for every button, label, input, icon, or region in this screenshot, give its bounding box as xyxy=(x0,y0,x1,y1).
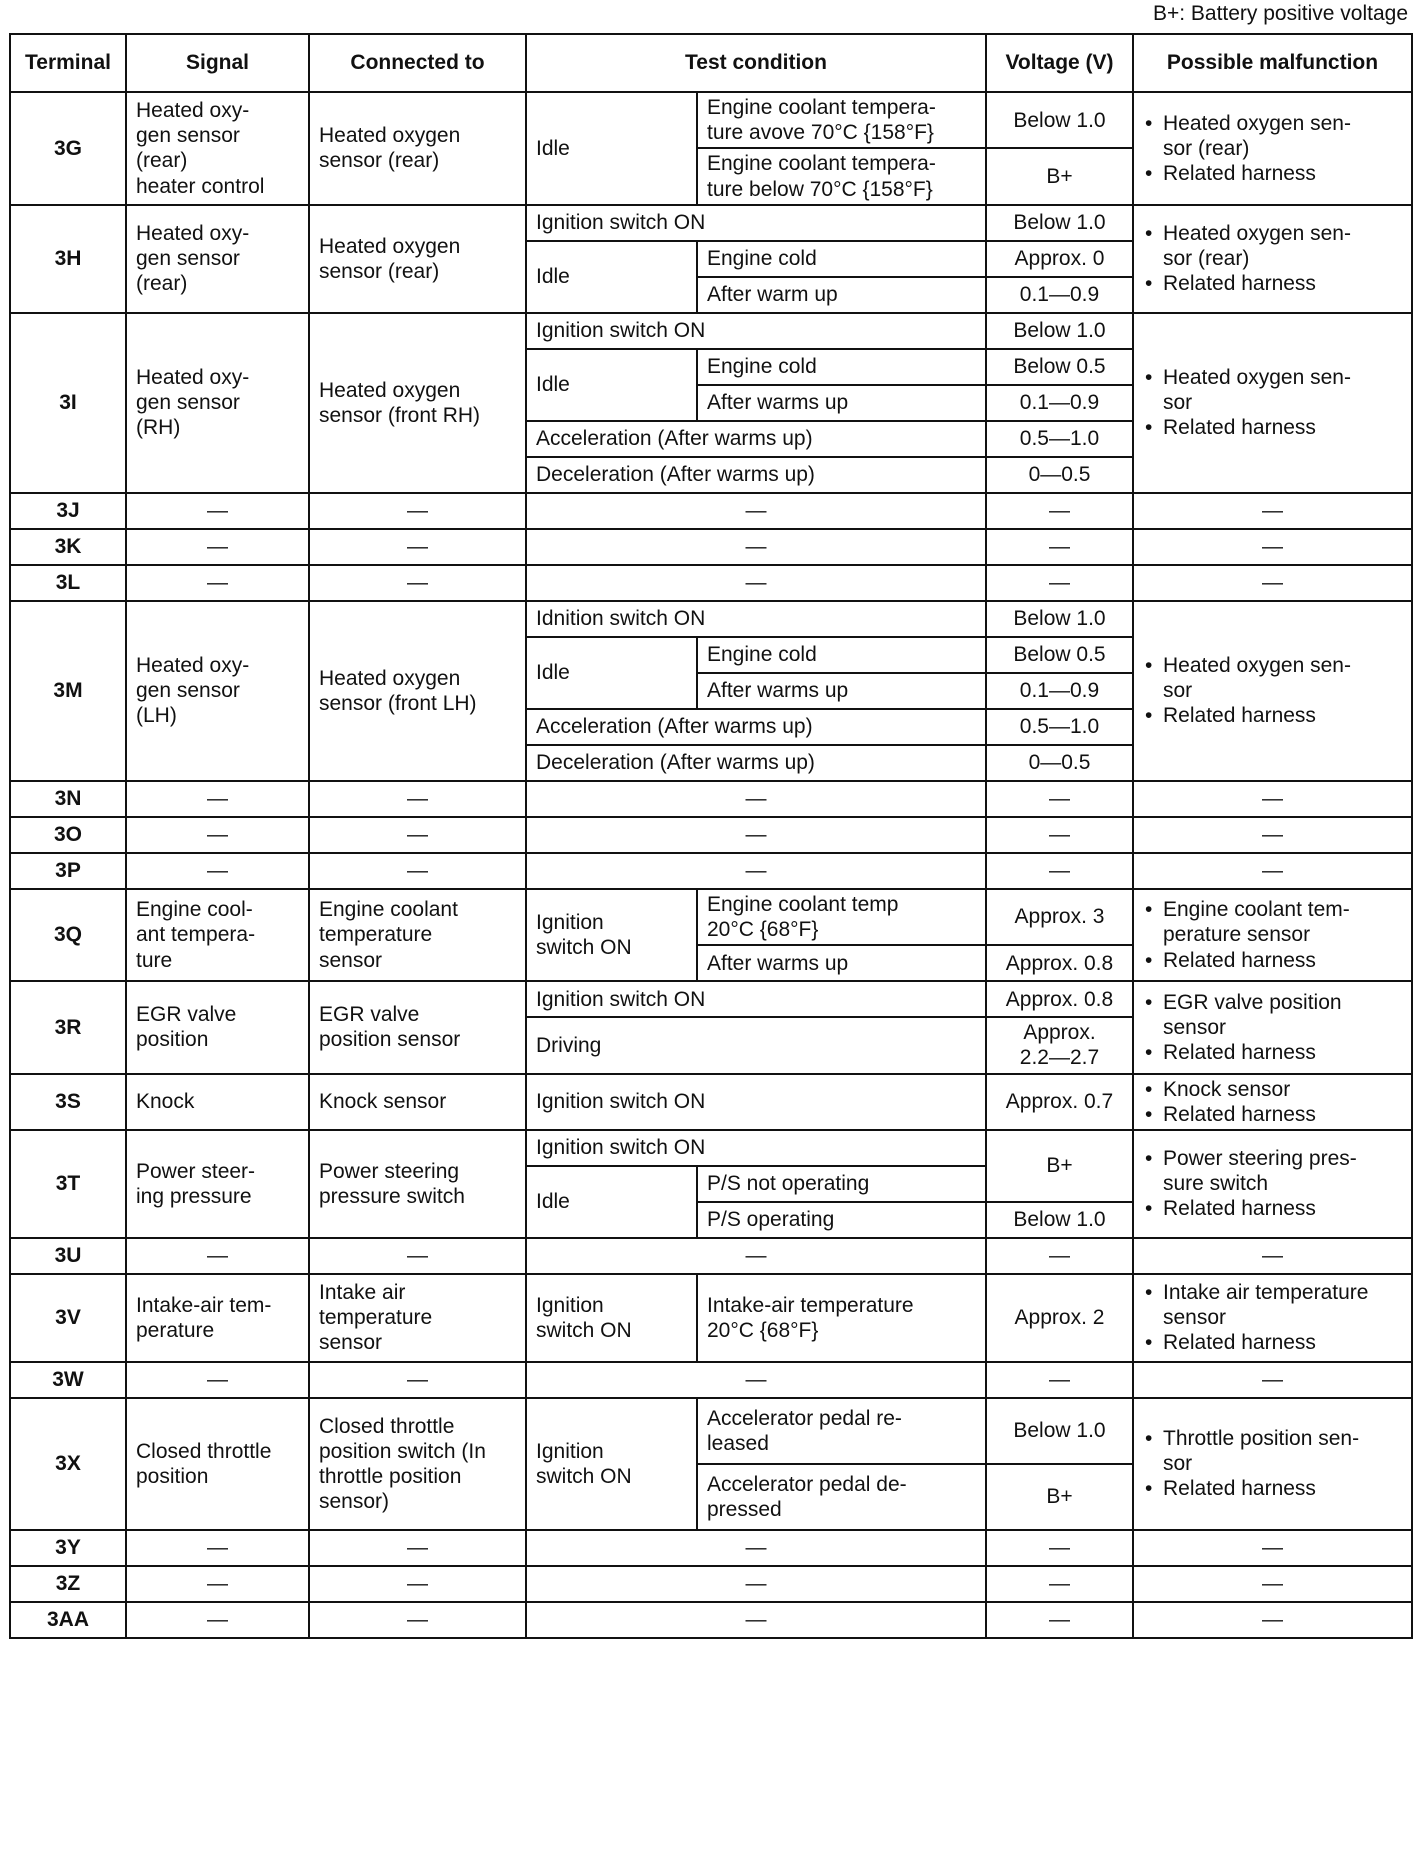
malfunction-cell: — xyxy=(1133,817,1412,853)
malfunction-cell: — xyxy=(1133,565,1412,601)
header-terminal: Terminal xyxy=(10,34,126,92)
test-condition-cell: — xyxy=(526,1362,986,1398)
header-possible-malfunction: Possible malfunction xyxy=(1133,34,1412,92)
signal-cell: Heated oxy- gen sensor (rear) heater control xyxy=(126,92,309,205)
sub-condition-cell: After warms up xyxy=(697,385,986,421)
connected-to-cell: — xyxy=(309,493,526,529)
malfunction-cell: — xyxy=(1133,1566,1412,1602)
voltage-cell: 0.5—1.0 xyxy=(986,709,1133,745)
signal-cell: — xyxy=(126,529,309,565)
header-voltage: Voltage (V) xyxy=(986,34,1133,92)
sub-condition-cell: After warm up xyxy=(697,277,986,313)
table-row xyxy=(10,313,1412,349)
table-row xyxy=(10,817,1412,853)
test-condition-cell: — xyxy=(526,529,986,565)
sub-condition-cell: After warms up xyxy=(697,945,986,981)
malfunction-cell: — xyxy=(1133,1530,1412,1566)
test-condition-cell: Idnition switch ON xyxy=(526,601,986,637)
test-condition-cell: Deceleration (After warms up) xyxy=(526,745,986,781)
terminal-cell: 3V xyxy=(10,1274,126,1362)
voltage-cell: 0.1—0.9 xyxy=(986,673,1133,709)
signal-cell: — xyxy=(126,1566,309,1602)
voltage-cell: — xyxy=(986,1238,1133,1274)
sub-condition-cell: Intake-air temperature 20°C {68°F} xyxy=(697,1274,986,1362)
voltage-cell: Approx. 0.8 xyxy=(986,945,1133,981)
table-row xyxy=(10,781,1412,817)
test-condition-cell: — xyxy=(526,1530,986,1566)
table-row xyxy=(10,1130,1412,1166)
voltage-cell: — xyxy=(986,1602,1133,1638)
test-condition-cell: Idle xyxy=(526,637,697,709)
voltage-cell: Below 0.5 xyxy=(986,349,1133,385)
test-condition-cell: Driving xyxy=(526,1017,986,1073)
header-row xyxy=(10,34,1412,92)
voltage-cell: — xyxy=(986,853,1133,889)
table-row xyxy=(10,1074,1412,1130)
voltage-cell: 0—0.5 xyxy=(986,745,1133,781)
voltage-cell: Below 1.0 xyxy=(986,601,1133,637)
signal-cell: — xyxy=(126,1602,309,1638)
voltage-cell: — xyxy=(986,781,1133,817)
connected-to-cell: — xyxy=(309,1530,526,1566)
terminal-cell: 3I xyxy=(10,313,126,493)
malfunction-item: • Heated oxygen sen- sor xyxy=(1143,653,1402,703)
table-row xyxy=(10,601,1412,637)
sub-condition-cell: Engine coolant temp 20°C {68°F} xyxy=(697,889,986,945)
signal-cell: Knock xyxy=(126,1074,309,1130)
malfunction-item: • Related harness xyxy=(1143,161,1402,186)
terminal-voltage-table xyxy=(9,33,1413,1639)
voltage-cell: — xyxy=(986,1530,1133,1566)
voltage-cell: 0.1—0.9 xyxy=(986,277,1133,313)
connected-to-cell: Heated oxygen sensor (front RH) xyxy=(309,313,526,493)
sub-condition-cell: Engine coolant tempera- ture below 70°C {158°F} xyxy=(697,148,986,204)
terminal-cell: 3N xyxy=(10,781,126,817)
table-row xyxy=(10,1362,1412,1398)
test-condition-cell: Acceleration (After warms up) xyxy=(526,709,986,745)
terminal-cell: 3K xyxy=(10,529,126,565)
malfunction-cell xyxy=(1133,313,1412,493)
test-condition-cell: Idle xyxy=(526,241,697,313)
connected-to-cell: Intake air temperature sensor xyxy=(309,1274,526,1362)
terminal-cell: 3AA xyxy=(10,1602,126,1638)
signal-cell: — xyxy=(126,853,309,889)
test-condition-cell: Ignition switch ON xyxy=(526,889,697,981)
signal-cell: Engine cool- ant tempera- ture xyxy=(126,889,309,981)
test-condition-cell: Acceleration (After warms up) xyxy=(526,421,986,457)
voltage-cell: Approx. 2 xyxy=(986,1274,1133,1362)
signal-cell: — xyxy=(126,1530,309,1566)
voltage-cell: Below 1.0 xyxy=(986,1202,1133,1238)
terminal-cell: 3J xyxy=(10,493,126,529)
sub-condition-cell: Engine cold xyxy=(697,637,986,673)
test-condition-cell: — xyxy=(526,781,986,817)
test-condition-cell: — xyxy=(526,493,986,529)
table-row xyxy=(10,92,1412,148)
terminal-cell: 3O xyxy=(10,817,126,853)
malfunction-cell: — xyxy=(1133,493,1412,529)
test-condition-cell: Ignition switch ON xyxy=(526,1274,697,1362)
terminal-cell: 3L xyxy=(10,565,126,601)
malfunction-item: • Related harness xyxy=(1143,1102,1402,1127)
sub-condition-cell: Accelerator pedal de- pressed xyxy=(697,1464,986,1530)
table-row xyxy=(10,1274,1412,1362)
voltage-cell: — xyxy=(986,565,1133,601)
connected-to-cell: Heated oxygen sensor (rear) xyxy=(309,92,526,205)
test-condition-cell: Ignition switch ON xyxy=(526,205,986,241)
terminal-cell: 3W xyxy=(10,1362,126,1398)
table-row xyxy=(10,1530,1412,1566)
voltage-cell: Approx. 0.7 xyxy=(986,1074,1133,1130)
malfunction-item: • Intake air temperature sensor xyxy=(1143,1280,1402,1330)
voltage-cell: Below 0.5 xyxy=(986,637,1133,673)
signal-cell: — xyxy=(126,565,309,601)
connected-to-cell: — xyxy=(309,1602,526,1638)
connected-to-cell: Knock sensor xyxy=(309,1074,526,1130)
signal-cell: — xyxy=(126,817,309,853)
malfunction-item: • Related harness xyxy=(1143,271,1402,296)
sub-condition-cell: Engine coolant tempera- ture avove 70°C {158°F} xyxy=(697,92,986,148)
malfunction-item: • Knock sensor xyxy=(1143,1077,1402,1102)
table-row xyxy=(10,853,1412,889)
malfunction-cell: — xyxy=(1133,853,1412,889)
voltage-cell: 0.5—1.0 xyxy=(986,421,1133,457)
table-row xyxy=(10,1566,1412,1602)
sub-condition-cell: Accelerator pedal re- leased xyxy=(697,1398,986,1464)
connected-to-cell: Power steering pressure switch xyxy=(309,1130,526,1238)
malfunction-item: • Heated oxygen sen- sor (rear) xyxy=(1143,111,1402,161)
malfunction-cell xyxy=(1133,205,1412,313)
signal-cell: Closed throttle position xyxy=(126,1398,309,1530)
header-test-condition: Test condition xyxy=(526,34,986,92)
table-row xyxy=(10,493,1412,529)
terminal-cell: 3G xyxy=(10,92,126,205)
malfunction-item: • Related harness xyxy=(1143,703,1402,728)
test-condition-cell: — xyxy=(526,1566,986,1602)
test-condition-cell: Idle xyxy=(526,349,697,421)
terminal-cell: 3Q xyxy=(10,889,126,981)
voltage-cell: Approx. 2.2—2.7 xyxy=(986,1017,1133,1073)
voltage-cell: Below 1.0 xyxy=(986,92,1133,148)
malfunction-item: • Power steering pres- sure switch xyxy=(1143,1146,1402,1196)
malfunction-cell xyxy=(1133,889,1412,981)
voltage-cell: — xyxy=(986,1362,1133,1398)
connected-to-cell: Engine coolant temperature sensor xyxy=(309,889,526,981)
malfunction-cell xyxy=(1133,92,1412,205)
malfunction-item: • Heated oxygen sen- sor xyxy=(1143,365,1402,415)
signal-cell: EGR valve position xyxy=(126,981,309,1073)
connected-to-cell: Heated oxygen sensor (front LH) xyxy=(309,601,526,781)
sub-condition-cell: After warms up xyxy=(697,673,986,709)
voltage-cell: 0—0.5 xyxy=(986,457,1133,493)
test-condition-cell: Idle xyxy=(526,1166,697,1238)
test-condition-cell: Deceleration (After warms up) xyxy=(526,457,986,493)
test-condition-cell: Ignition switch ON xyxy=(526,1398,697,1530)
connected-to-cell: EGR valve position sensor xyxy=(309,981,526,1073)
malfunction-item: • Engine coolant tem- perature sensor xyxy=(1143,897,1402,947)
voltage-cell: Approx. 3 xyxy=(986,889,1133,945)
terminal-cell: 3U xyxy=(10,1238,126,1274)
test-condition-cell: — xyxy=(526,565,986,601)
terminal-cell: 3T xyxy=(10,1130,126,1238)
malfunction-cell: — xyxy=(1133,1602,1412,1638)
test-condition-cell: Ignition switch ON xyxy=(526,313,986,349)
terminal-cell: 3P xyxy=(10,853,126,889)
test-condition-cell: — xyxy=(526,853,986,889)
signal-cell: — xyxy=(126,781,309,817)
signal-cell: Intake-air tem- perature xyxy=(126,1274,309,1362)
voltage-cell: Approx. 0 xyxy=(986,241,1133,277)
terminal-cell: 3M xyxy=(10,601,126,781)
signal-cell: Heated oxy- gen sensor (LH) xyxy=(126,601,309,781)
test-condition-cell: — xyxy=(526,1238,986,1274)
table-row xyxy=(10,981,1412,1017)
terminal-cell: 3H xyxy=(10,205,126,313)
header-connected-to: Connected to xyxy=(309,34,526,92)
battery-voltage-note: B+: Battery positive voltage xyxy=(1152,2,1408,25)
malfunction-item: • Related harness xyxy=(1143,1196,1402,1221)
test-condition-cell: — xyxy=(526,1602,986,1638)
malfunction-cell: — xyxy=(1133,781,1412,817)
connected-to-cell: — xyxy=(309,853,526,889)
connected-to-cell: — xyxy=(309,1362,526,1398)
signal-cell: — xyxy=(126,493,309,529)
table-row xyxy=(10,1398,1412,1464)
signal-cell: Heated oxy- gen sensor (rear) xyxy=(126,205,309,313)
connected-to-cell: — xyxy=(309,781,526,817)
test-condition-cell: Ignition switch ON xyxy=(526,981,986,1017)
malfunction-cell: — xyxy=(1133,1238,1412,1274)
malfunction-cell: — xyxy=(1133,1362,1412,1398)
table-row xyxy=(10,565,1412,601)
voltage-cell: Approx. 0.8 xyxy=(986,981,1133,1017)
sub-condition-cell: Engine cold xyxy=(697,349,986,385)
malfunction-cell xyxy=(1133,1130,1412,1238)
terminal-cell: 3S xyxy=(10,1074,126,1130)
signal-cell: — xyxy=(126,1238,309,1274)
test-condition-cell: Ignition switch ON xyxy=(526,1074,986,1130)
sub-condition-cell: Engine cold xyxy=(697,241,986,277)
malfunction-cell xyxy=(1133,1398,1412,1530)
malfunction-item: • Related harness xyxy=(1143,1040,1402,1065)
connected-to-cell: — xyxy=(309,1566,526,1602)
voltage-cell: Below 1.0 xyxy=(986,1398,1133,1464)
table-row xyxy=(10,889,1412,945)
signal-cell: Power steer- ing pressure xyxy=(126,1130,309,1238)
signal-cell: Heated oxy- gen sensor (RH) xyxy=(126,313,309,493)
connected-to-cell: Heated oxygen sensor (rear) xyxy=(309,205,526,313)
header-signal: Signal xyxy=(126,34,309,92)
malfunction-cell xyxy=(1133,981,1412,1073)
malfunction-cell xyxy=(1133,1074,1412,1130)
malfunction-item: • EGR valve position sensor xyxy=(1143,990,1402,1040)
connected-to-cell: — xyxy=(309,529,526,565)
terminal-cell: 3X xyxy=(10,1398,126,1530)
connected-to-cell: — xyxy=(309,1238,526,1274)
malfunction-item: • Related harness xyxy=(1143,1476,1402,1501)
voltage-cell: B+ xyxy=(986,1464,1133,1530)
malfunction-cell: — xyxy=(1133,529,1412,565)
malfunction-item: • Heated oxygen sen- sor (rear) xyxy=(1143,221,1402,271)
test-condition-cell: — xyxy=(526,817,986,853)
voltage-cell: Below 1.0 xyxy=(986,313,1133,349)
sub-condition-cell: P/S operating xyxy=(697,1202,986,1238)
table-row xyxy=(10,205,1412,241)
test-condition-cell: Idle xyxy=(526,92,697,205)
malfunction-item: • Related harness xyxy=(1143,1330,1402,1355)
malfunction-cell xyxy=(1133,1274,1412,1362)
voltage-cell: B+ xyxy=(986,1130,1133,1202)
malfunction-item: • Throttle position sen- sor xyxy=(1143,1426,1402,1476)
malfunction-item: • Related harness xyxy=(1143,415,1402,440)
voltage-cell: — xyxy=(986,529,1133,565)
test-condition-cell: Ignition switch ON xyxy=(526,1130,986,1166)
connected-to-cell: Closed throttle position switch (In throttle position sensor) xyxy=(309,1398,526,1530)
voltage-cell: — xyxy=(986,493,1133,529)
table-row xyxy=(10,1602,1412,1638)
terminal-cell: 3R xyxy=(10,981,126,1073)
malfunction-item: • Related harness xyxy=(1143,948,1402,973)
table-row xyxy=(10,1238,1412,1274)
connected-to-cell: — xyxy=(309,817,526,853)
terminal-cell: 3Y xyxy=(10,1530,126,1566)
voltage-cell: Below 1.0 xyxy=(986,205,1133,241)
voltage-cell: 0.1—0.9 xyxy=(986,385,1133,421)
voltage-cell: — xyxy=(986,1566,1133,1602)
connected-to-cell: — xyxy=(309,565,526,601)
sub-condition-cell: P/S not operating xyxy=(697,1166,986,1202)
terminal-cell: 3Z xyxy=(10,1566,126,1602)
signal-cell: — xyxy=(126,1362,309,1398)
table-row xyxy=(10,529,1412,565)
voltage-cell: — xyxy=(986,817,1133,853)
malfunction-cell xyxy=(1133,601,1412,781)
voltage-cell: B+ xyxy=(986,148,1133,204)
